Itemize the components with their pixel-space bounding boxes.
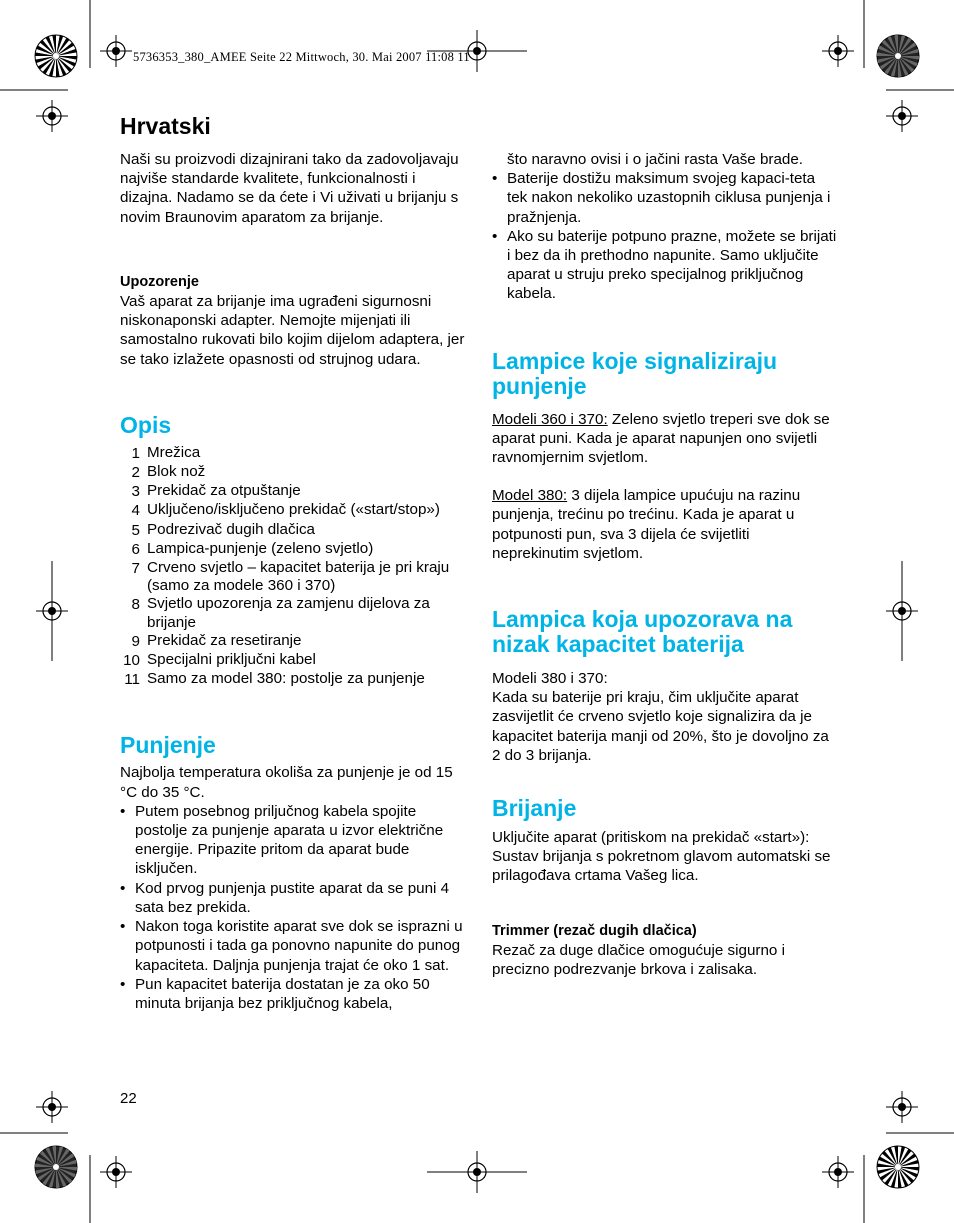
item-number: 9 — [131, 632, 140, 650]
registration-mark-icon — [36, 1091, 68, 1123]
item-number: 1 — [131, 444, 140, 462]
list-item — [120, 917, 465, 975]
registration-mark-icon — [100, 1156, 132, 1188]
item-number: 7 — [131, 560, 140, 578]
bullet-text: Nakon toga koristite aparat sve dok se isprazni u potpunosti i tada ga ponovno napunite do punog kapaciteta. Daljnja punjenja trajat će oko 1 sat. — [135, 918, 463, 974]
list-item — [120, 595, 465, 631]
item-number: 3 — [131, 483, 140, 501]
page-number: 22 — [120, 1090, 137, 1107]
item-text: Podrezivač dugih dlačica — [147, 520, 316, 538]
item-text: Blok nož — [147, 463, 206, 481]
low-battery-models: Modeli 380 i 370: — [492, 670, 608, 688]
item-text: Prekidač za otpuštanje — [147, 482, 301, 500]
list-item — [120, 879, 465, 917]
bullet-text: Kod prvog punjenja pustite aparat da se puni 4 sata bez prekida. — [135, 879, 450, 916]
low-battery-heading: Lampica koja upozorava na nizak kapacitet baterija — [492, 606, 793, 658]
warning-heading: Upozorenje — [120, 273, 199, 290]
punjenje-heading: Punjenje — [120, 732, 216, 759]
registration-mark-icon — [822, 35, 854, 67]
intro-paragraph: Naši su proizvodi dizajnirani tako da zadovoljavaju najviše standarde kvalitete, funkcionalnosti i dizajna. Nadamo se da ćete i Vi uživati u brijanju s novim Braunovim aparatom za brijanje. — [120, 151, 459, 226]
lampice-model-label: Model 380: — [492, 487, 568, 505]
item-text: Crveno svjetlo – kapacitet baterija je pri kraju (samo za modele 360 i 370) — [147, 559, 450, 595]
left-column — [120, 150, 465, 1013]
list-item — [120, 670, 465, 689]
list-item — [120, 521, 465, 540]
registration-mark-icon — [36, 100, 68, 132]
lampice-models-label: Modeli 360 i 370: — [492, 410, 608, 428]
list-item — [120, 540, 465, 559]
language-title: Hrvatski — [120, 113, 211, 139]
parts-list — [120, 444, 465, 690]
item-number: 8 — [131, 596, 140, 614]
list-item — [120, 651, 465, 670]
bullet-icon: • — [120, 975, 126, 993]
opis-heading: Opis — [120, 411, 172, 438]
battery-bullets — [492, 169, 837, 303]
print-header-line: 5736353_380_AMEE Seite 22 Mittwoch, 30. Mai 2007 11:08 11 — [133, 50, 470, 64]
list-item — [120, 501, 465, 520]
registration-mark-icon — [100, 35, 132, 67]
right-column — [492, 150, 837, 979]
registration-mark-icon — [822, 1156, 854, 1188]
brijanje-text-2: Sustav brijanja s pokretnom glavom automatski se prilagođava crtama Vašeg lica. — [492, 848, 831, 885]
item-text: Mrežica — [147, 443, 201, 461]
color-target-icon — [35, 1146, 77, 1188]
color-target-icon — [877, 35, 919, 77]
color-target-icon — [877, 1146, 919, 1188]
trimmer-heading: Trimmer (rezač dugih dlačica) — [492, 922, 697, 939]
bullet-icon: • — [120, 802, 126, 820]
item-number: 10 — [123, 652, 140, 670]
brijanje-heading: Brijanje — [492, 795, 577, 822]
bullet-icon: • — [492, 227, 498, 245]
list-item — [120, 482, 465, 501]
bullet-icon: • — [120, 918, 126, 936]
item-text: Uključeno/isključeno prekidač («start/stop») — [147, 501, 440, 519]
lampice-text-1: Zeleno svjetlo treperi sve dok se aparat puni. Kada je aparat napunjen ono svijetli ravnomjernim svjetlom. — [492, 410, 830, 467]
lampice-paragraph-2 — [492, 486, 837, 563]
lampice-heading: Lampice koje signaliziraju punjenje — [492, 347, 778, 399]
registration-mark-icon — [886, 100, 918, 132]
item-text: Lampica-punjenje (zeleno svjetlo) — [147, 539, 374, 557]
punjenje-bullets — [120, 802, 465, 1013]
list-item — [492, 227, 837, 304]
lampice-text-2: 3 dijela lampice upućuju na razinu punjenja, trećinu po trećinu. Kada je aparat u potpunosti pun, sva 3 dijela će svijetliti neprekinutim svjetlom. — [492, 487, 801, 562]
item-number: 6 — [131, 540, 140, 558]
bullet-icon: • — [492, 170, 498, 188]
item-number: 11 — [124, 671, 140, 689]
list-item — [120, 632, 465, 651]
item-text: Svjetlo upozorenja za zamjenu dijelova za brijanje — [147, 595, 430, 631]
list-item — [120, 802, 465, 879]
lampice-paragraph-1 — [492, 410, 837, 468]
registration-mark-icon — [886, 1091, 918, 1123]
color-target-icon — [35, 35, 77, 77]
item-number: 5 — [131, 521, 140, 539]
list-item — [120, 975, 465, 1013]
punjenje-intro: Najbolja temperatura okoliša za punjenje je od 15 °C do 35 °C. — [120, 764, 453, 801]
item-text: Prekidač za resetiranje — [147, 631, 302, 649]
item-number: 2 — [131, 464, 140, 482]
brijanje-text-1: Uključite aparat (pritiskom na prekidač «start»): — [492, 829, 810, 847]
item-text: Specijalni priključni kabel — [147, 651, 316, 669]
list-item — [492, 169, 837, 227]
trimmer-text: Rezač za duge dlačice omogućuje sigurno i precizno podrezvanje brkova i zalisaka. — [492, 941, 785, 979]
low-battery-text: Kada su baterije pri kraju, čim uključite aparat zasvijetlit će crveno svjetlo koje signalizira da je kapacitet baterija manji od 20%, što je dovoljno za 2 do 3 brijanja. — [492, 689, 829, 764]
list-item — [120, 444, 465, 463]
list-item — [120, 559, 465, 595]
bullet-icon: • — [120, 879, 126, 897]
list-item — [120, 463, 465, 482]
continuation-text: što naravno ovisi i o jačini rasta Vaše brade. — [507, 151, 804, 168]
bullet-text: Pun kapacitet baterija dostatan je za oko 50 minuta brijanja bez priključnog kabela, — [135, 975, 430, 1012]
bullet-text: Ako su baterije potpuno prazne, možete se brijati i bez da ih prethodno napunite. Samo uključite aparat u struju preko specijalnog priključnog kabela. — [507, 227, 837, 303]
bullet-text: Putem posebnog priljučnog kabela spojite postolje za punjenje aparata u izvor električne energije. Pripazite pritom da aparat bude isključen. — [135, 802, 444, 878]
item-number: 4 — [131, 502, 140, 520]
bullet-text: Baterije dostižu maksimum svojeg kapaci-teta tek nakon nekoliko uzastopnih ciklusa punjenja i pražnjenja. — [507, 170, 831, 226]
item-text: Samo za model 380: postolje za punjenje — [147, 670, 425, 688]
warning-text: Vaš aparat za brijanje ima ugrađeni sigurnosni niskonaponski adapter. Nemojte mijenjati ili samostalno rukovati bilo kojim dijelom adaptera, jer se tako izlažete opasnosti od strujnog udara. — [120, 293, 465, 368]
